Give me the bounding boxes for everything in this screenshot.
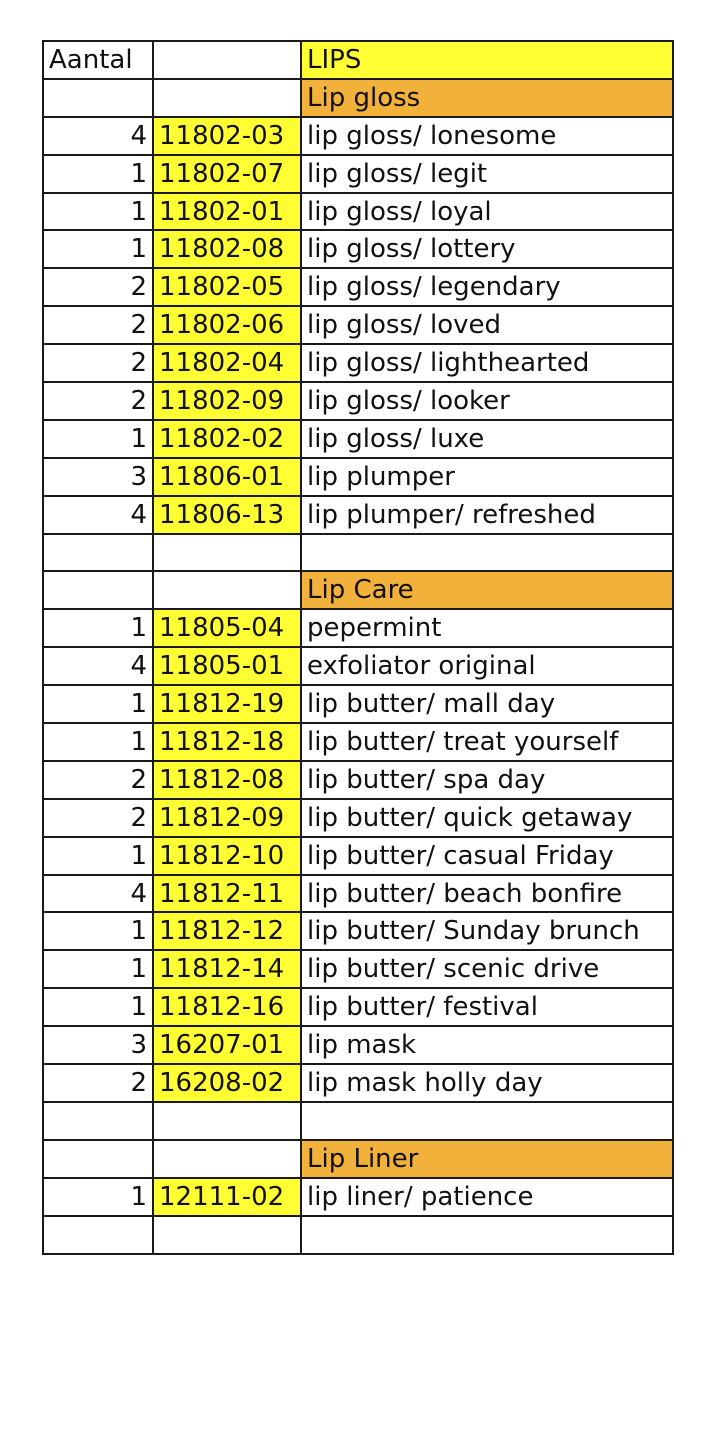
article-code-cell: 16208-02 bbox=[153, 1064, 301, 1102]
description-cell: lip gloss/ legendary bbox=[301, 268, 673, 306]
quantity-cell: 1 bbox=[43, 685, 153, 723]
table-row bbox=[43, 420, 673, 458]
description-cell: lip butter/ quick getaway bbox=[301, 799, 673, 837]
description-cell: lip plumper bbox=[301, 458, 673, 496]
quantity-cell: 1 bbox=[43, 420, 153, 458]
article-code-cell: 11806-13 bbox=[153, 496, 301, 534]
description-cell: lip butter/ Sunday brunch bbox=[301, 912, 673, 950]
table-row bbox=[43, 458, 673, 496]
section-row bbox=[43, 571, 673, 609]
quantity-cell: 1 bbox=[43, 1178, 153, 1216]
category-title: LIPS bbox=[301, 41, 673, 79]
order-table bbox=[42, 40, 674, 1255]
article-code-cell: 11805-04 bbox=[153, 609, 301, 647]
table-row bbox=[43, 912, 673, 950]
table-row bbox=[43, 1026, 673, 1064]
article-code-cell: 11812-16 bbox=[153, 988, 301, 1026]
article-code-cell: 11812-19 bbox=[153, 685, 301, 723]
section-row bbox=[43, 1140, 673, 1178]
code-header bbox=[153, 41, 301, 79]
table-row bbox=[43, 382, 673, 420]
header-row bbox=[43, 41, 673, 79]
description-cell: exfoliator original bbox=[301, 647, 673, 685]
article-code-cell: 11802-06 bbox=[153, 306, 301, 344]
table-row bbox=[43, 837, 673, 875]
description-cell: lip plumper/ refreshed bbox=[301, 496, 673, 534]
quantity-cell bbox=[43, 1102, 153, 1140]
description-cell: lip gloss/ lottery bbox=[301, 230, 673, 268]
description-cell bbox=[301, 1102, 673, 1140]
quantity-cell: 4 bbox=[43, 496, 153, 534]
quantity-cell bbox=[43, 79, 153, 117]
table-row bbox=[43, 761, 673, 799]
quantity-cell: 4 bbox=[43, 647, 153, 685]
table-row bbox=[43, 155, 673, 193]
description-cell: lip gloss/ lonesome bbox=[301, 117, 673, 155]
table-row bbox=[43, 268, 673, 306]
article-code-cell: 11812-18 bbox=[153, 723, 301, 761]
table-row bbox=[43, 950, 673, 988]
description-cell: lip liner/ patience bbox=[301, 1178, 673, 1216]
section-title: Lip Care bbox=[301, 571, 673, 609]
quantity-cell: 1 bbox=[43, 950, 153, 988]
quantity-cell: 1 bbox=[43, 912, 153, 950]
quantity-cell: 2 bbox=[43, 1064, 153, 1102]
article-code-cell: 11802-03 bbox=[153, 117, 301, 155]
article-code-cell bbox=[153, 1140, 301, 1178]
description-cell bbox=[301, 534, 673, 572]
quantity-cell: 4 bbox=[43, 875, 153, 913]
quantity-cell: 1 bbox=[43, 230, 153, 268]
quantity-cell bbox=[43, 1216, 153, 1254]
section-row bbox=[43, 79, 673, 117]
article-code-cell: 11812-14 bbox=[153, 950, 301, 988]
table-row bbox=[43, 306, 673, 344]
description-cell: lip butter/ festival bbox=[301, 988, 673, 1026]
article-code-cell bbox=[153, 1216, 301, 1254]
table-row bbox=[43, 988, 673, 1026]
table-row bbox=[43, 875, 673, 913]
article-code-cell bbox=[153, 534, 301, 572]
quantity-cell: 1 bbox=[43, 988, 153, 1026]
description-cell: lip butter/ scenic drive bbox=[301, 950, 673, 988]
article-code-cell: 16207-01 bbox=[153, 1026, 301, 1064]
quantity-cell: 3 bbox=[43, 458, 153, 496]
table-row bbox=[43, 799, 673, 837]
quantity-cell bbox=[43, 571, 153, 609]
article-code-cell: 11802-04 bbox=[153, 344, 301, 382]
description-cell: lip mask holly day bbox=[301, 1064, 673, 1102]
empty-row bbox=[43, 534, 673, 572]
description-cell: lip butter/ treat yourself bbox=[301, 723, 673, 761]
article-code-cell: 11812-10 bbox=[153, 837, 301, 875]
table-row bbox=[43, 496, 673, 534]
article-code-cell: 11812-09 bbox=[153, 799, 301, 837]
quantity-cell: 1 bbox=[43, 723, 153, 761]
quantity-header: Aantal bbox=[43, 41, 153, 79]
table-row bbox=[43, 230, 673, 268]
article-code-cell bbox=[153, 571, 301, 609]
quantity-cell: 3 bbox=[43, 1026, 153, 1064]
article-code-cell: 11806-01 bbox=[153, 458, 301, 496]
empty-row bbox=[43, 1216, 673, 1254]
quantity-cell: 2 bbox=[43, 799, 153, 837]
table-row bbox=[43, 344, 673, 382]
quantity-cell bbox=[43, 534, 153, 572]
article-code-cell: 11812-11 bbox=[153, 875, 301, 913]
article-code-cell: 11805-01 bbox=[153, 647, 301, 685]
description-cell: lip butter/ beach bonfire bbox=[301, 875, 673, 913]
description-cell: lip butter/ casual Friday bbox=[301, 837, 673, 875]
table-row bbox=[43, 685, 673, 723]
quantity-cell: 1 bbox=[43, 837, 153, 875]
table-row bbox=[43, 117, 673, 155]
description-cell: lip gloss/ loyal bbox=[301, 193, 673, 231]
table-row bbox=[43, 193, 673, 231]
article-code-cell: 12111-02 bbox=[153, 1178, 301, 1216]
table-row bbox=[43, 1178, 673, 1216]
section-title: Lip Liner bbox=[301, 1140, 673, 1178]
table-row bbox=[43, 609, 673, 647]
description-cell bbox=[301, 1216, 673, 1254]
quantity-cell: 2 bbox=[43, 382, 153, 420]
description-cell: lip mask bbox=[301, 1026, 673, 1064]
article-code-cell: 11802-09 bbox=[153, 382, 301, 420]
quantity-cell: 2 bbox=[43, 761, 153, 799]
article-code-cell: 11802-05 bbox=[153, 268, 301, 306]
description-cell: lip butter/ spa day bbox=[301, 761, 673, 799]
description-cell: lip gloss/ lighthearted bbox=[301, 344, 673, 382]
description-cell: lip gloss/ legit bbox=[301, 155, 673, 193]
quantity-cell: 1 bbox=[43, 155, 153, 193]
order-table-body bbox=[43, 41, 673, 1254]
section-title: Lip gloss bbox=[301, 79, 673, 117]
quantity-cell bbox=[43, 1140, 153, 1178]
description-cell: lip butter/ mall day bbox=[301, 685, 673, 723]
quantity-cell: 2 bbox=[43, 268, 153, 306]
article-code-cell: 11802-01 bbox=[153, 193, 301, 231]
table-row bbox=[43, 723, 673, 761]
description-cell: lip gloss/ looker bbox=[301, 382, 673, 420]
description-cell: lip gloss/ loved bbox=[301, 306, 673, 344]
description-cell: pepermint bbox=[301, 609, 673, 647]
quantity-cell: 4 bbox=[43, 117, 153, 155]
table-row bbox=[43, 1064, 673, 1102]
description-cell: lip gloss/ luxe bbox=[301, 420, 673, 458]
quantity-cell: 1 bbox=[43, 193, 153, 231]
article-code-cell: 11802-02 bbox=[153, 420, 301, 458]
article-code-cell: 11802-07 bbox=[153, 155, 301, 193]
article-code-cell bbox=[153, 1102, 301, 1140]
article-code-cell: 11812-08 bbox=[153, 761, 301, 799]
quantity-cell: 1 bbox=[43, 609, 153, 647]
article-code-cell: 11812-12 bbox=[153, 912, 301, 950]
quantity-cell: 2 bbox=[43, 344, 153, 382]
quantity-cell: 2 bbox=[43, 306, 153, 344]
article-code-cell bbox=[153, 79, 301, 117]
table-row bbox=[43, 647, 673, 685]
article-code-cell: 11802-08 bbox=[153, 230, 301, 268]
empty-row bbox=[43, 1102, 673, 1140]
